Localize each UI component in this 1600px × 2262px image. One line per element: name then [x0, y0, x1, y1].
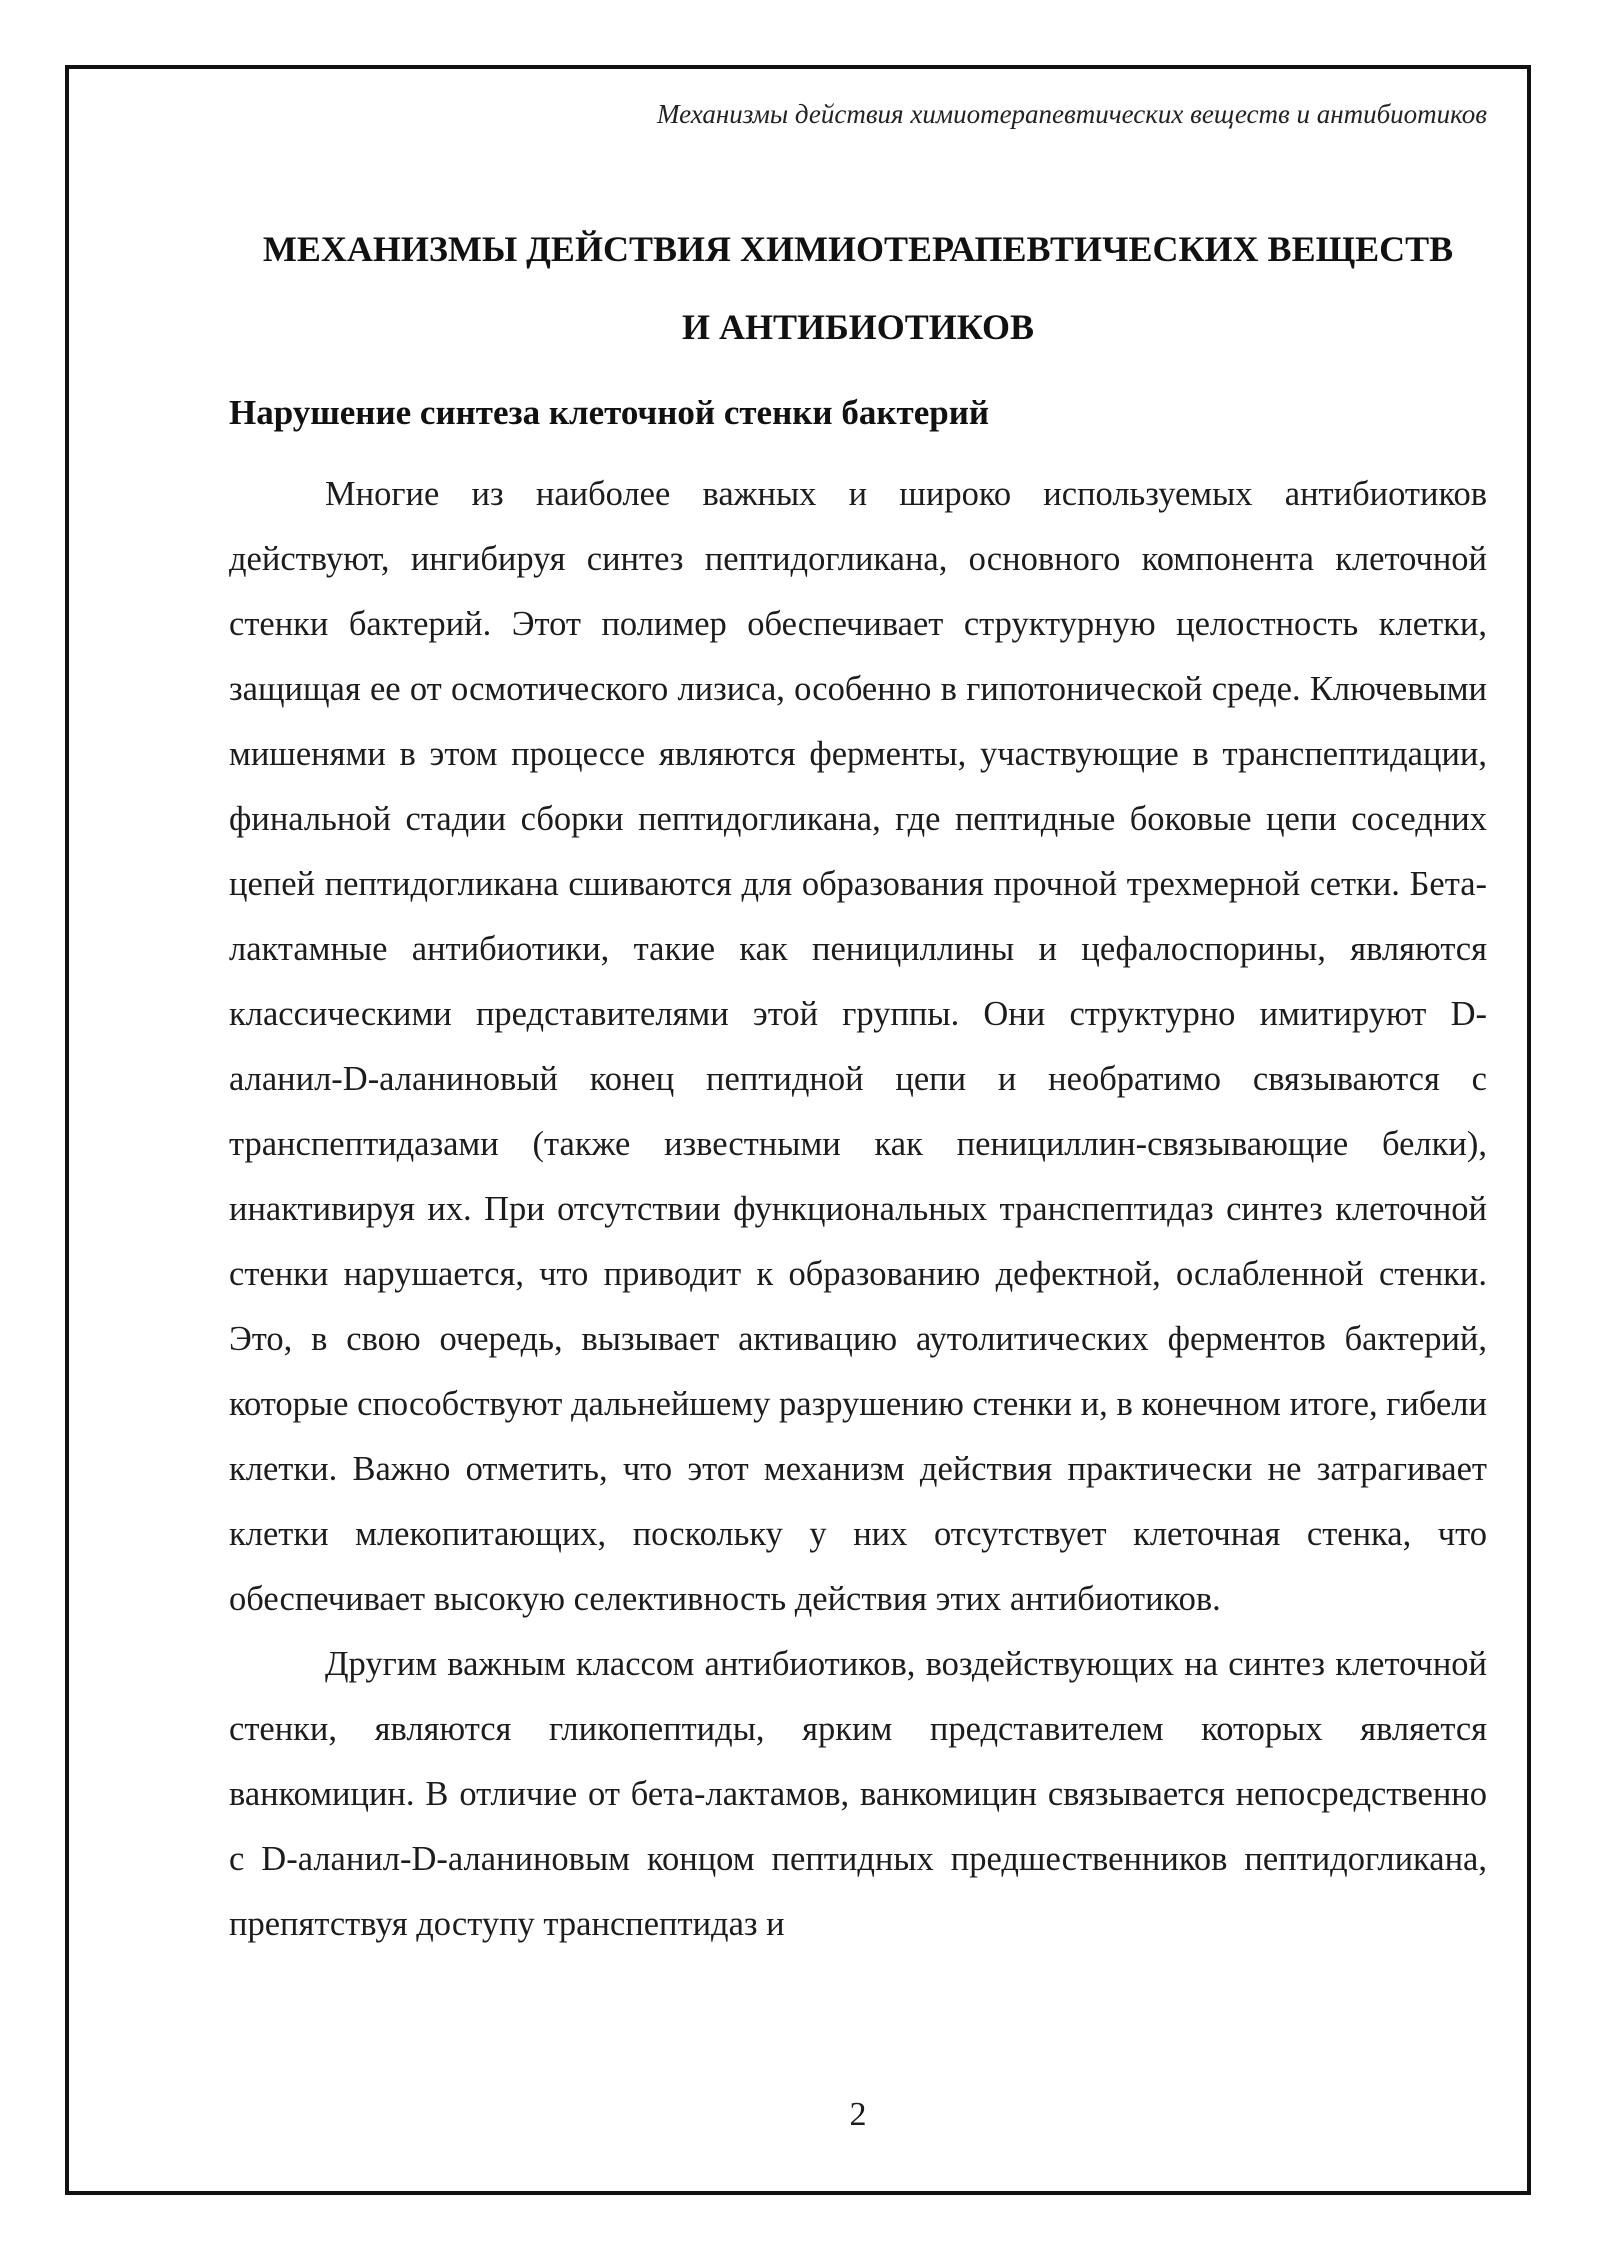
- running-header: Механизмы действия химиотерапевтических веществ и антибиотиков: [657, 99, 1487, 129]
- document-title: [229, 210, 1487, 366]
- document-title-line-2: И АНТИБИОТИКОВ: [681, 307, 1035, 347]
- body-text: [229, 462, 1487, 1957]
- section-heading: Нарушение синтеза клеточной стенки бактерий: [229, 393, 990, 432]
- page-number: 2: [849, 2096, 867, 2133]
- paragraph-2: Другим важным классом антибиотиков, воздействующих на синтез клеточной стенки, являются гликопептиды, ярким представителем которых является ванкомицин. В отличие от бета-лактамов, ванкомицин связывается непосредственно с D-аланил-D-аланиновым концом пептидных предшественников пептидогликана, препятствуя доступу транспептидаз и: [229, 1645, 1487, 1943]
- paragraph-1: Многие из наиболее важных и широко используемых антибиотиков действуют, ингибируя синтез пептидогликана, основного компонента клеточной стенки бактерий. Этот полимер обеспечивает структурную целостность клетки, защищая ее от осмотического лизиса, особенно в гипотонической среде. Ключевыми мишенями в этом процессе являются ферменты, участвующие в транспептидации, финальной стадии сборки пептидогликана, где пептидные боковые цепи соседних цепей пептидогликана сшиваются для образования прочной трехмерной сетки. Бета-лактамные антибиотики, такие как пенициллины и цефалоспорины, являются классическими представителями этой группы. Они структурно имитируют D-аланил-D-аланиновый конец пептидной цепи и необратимо связываются с транспептидазами (также известными как пенициллин-связывающие белки), инактивируя их. При отсутствии функциональных транспептидаз синтез клеточной стенки нарушается, что приводит к образованию дефектной, ослабленной стенки. Это, в свою очередь, вызывает активацию аутолитических ферментов бактерий, которые способствуют дальнейшему разрушению стенки и, в конечном итоге, гибели клетки. Важно отметить, что этот механизм действия практически не затрагивает клетки млекопитающих, поскольку у них отсутствует клеточная стенка, что обеспечивает высокую селективность действия этих антибиотиков.: [229, 475, 1487, 1618]
- document-title-line-1: МЕХАНИЗМЫ ДЕЙСТВИЯ ХИМИОТЕРАПЕВТИЧЕСКИХ ВЕЩЕСТВ: [262, 229, 1454, 269]
